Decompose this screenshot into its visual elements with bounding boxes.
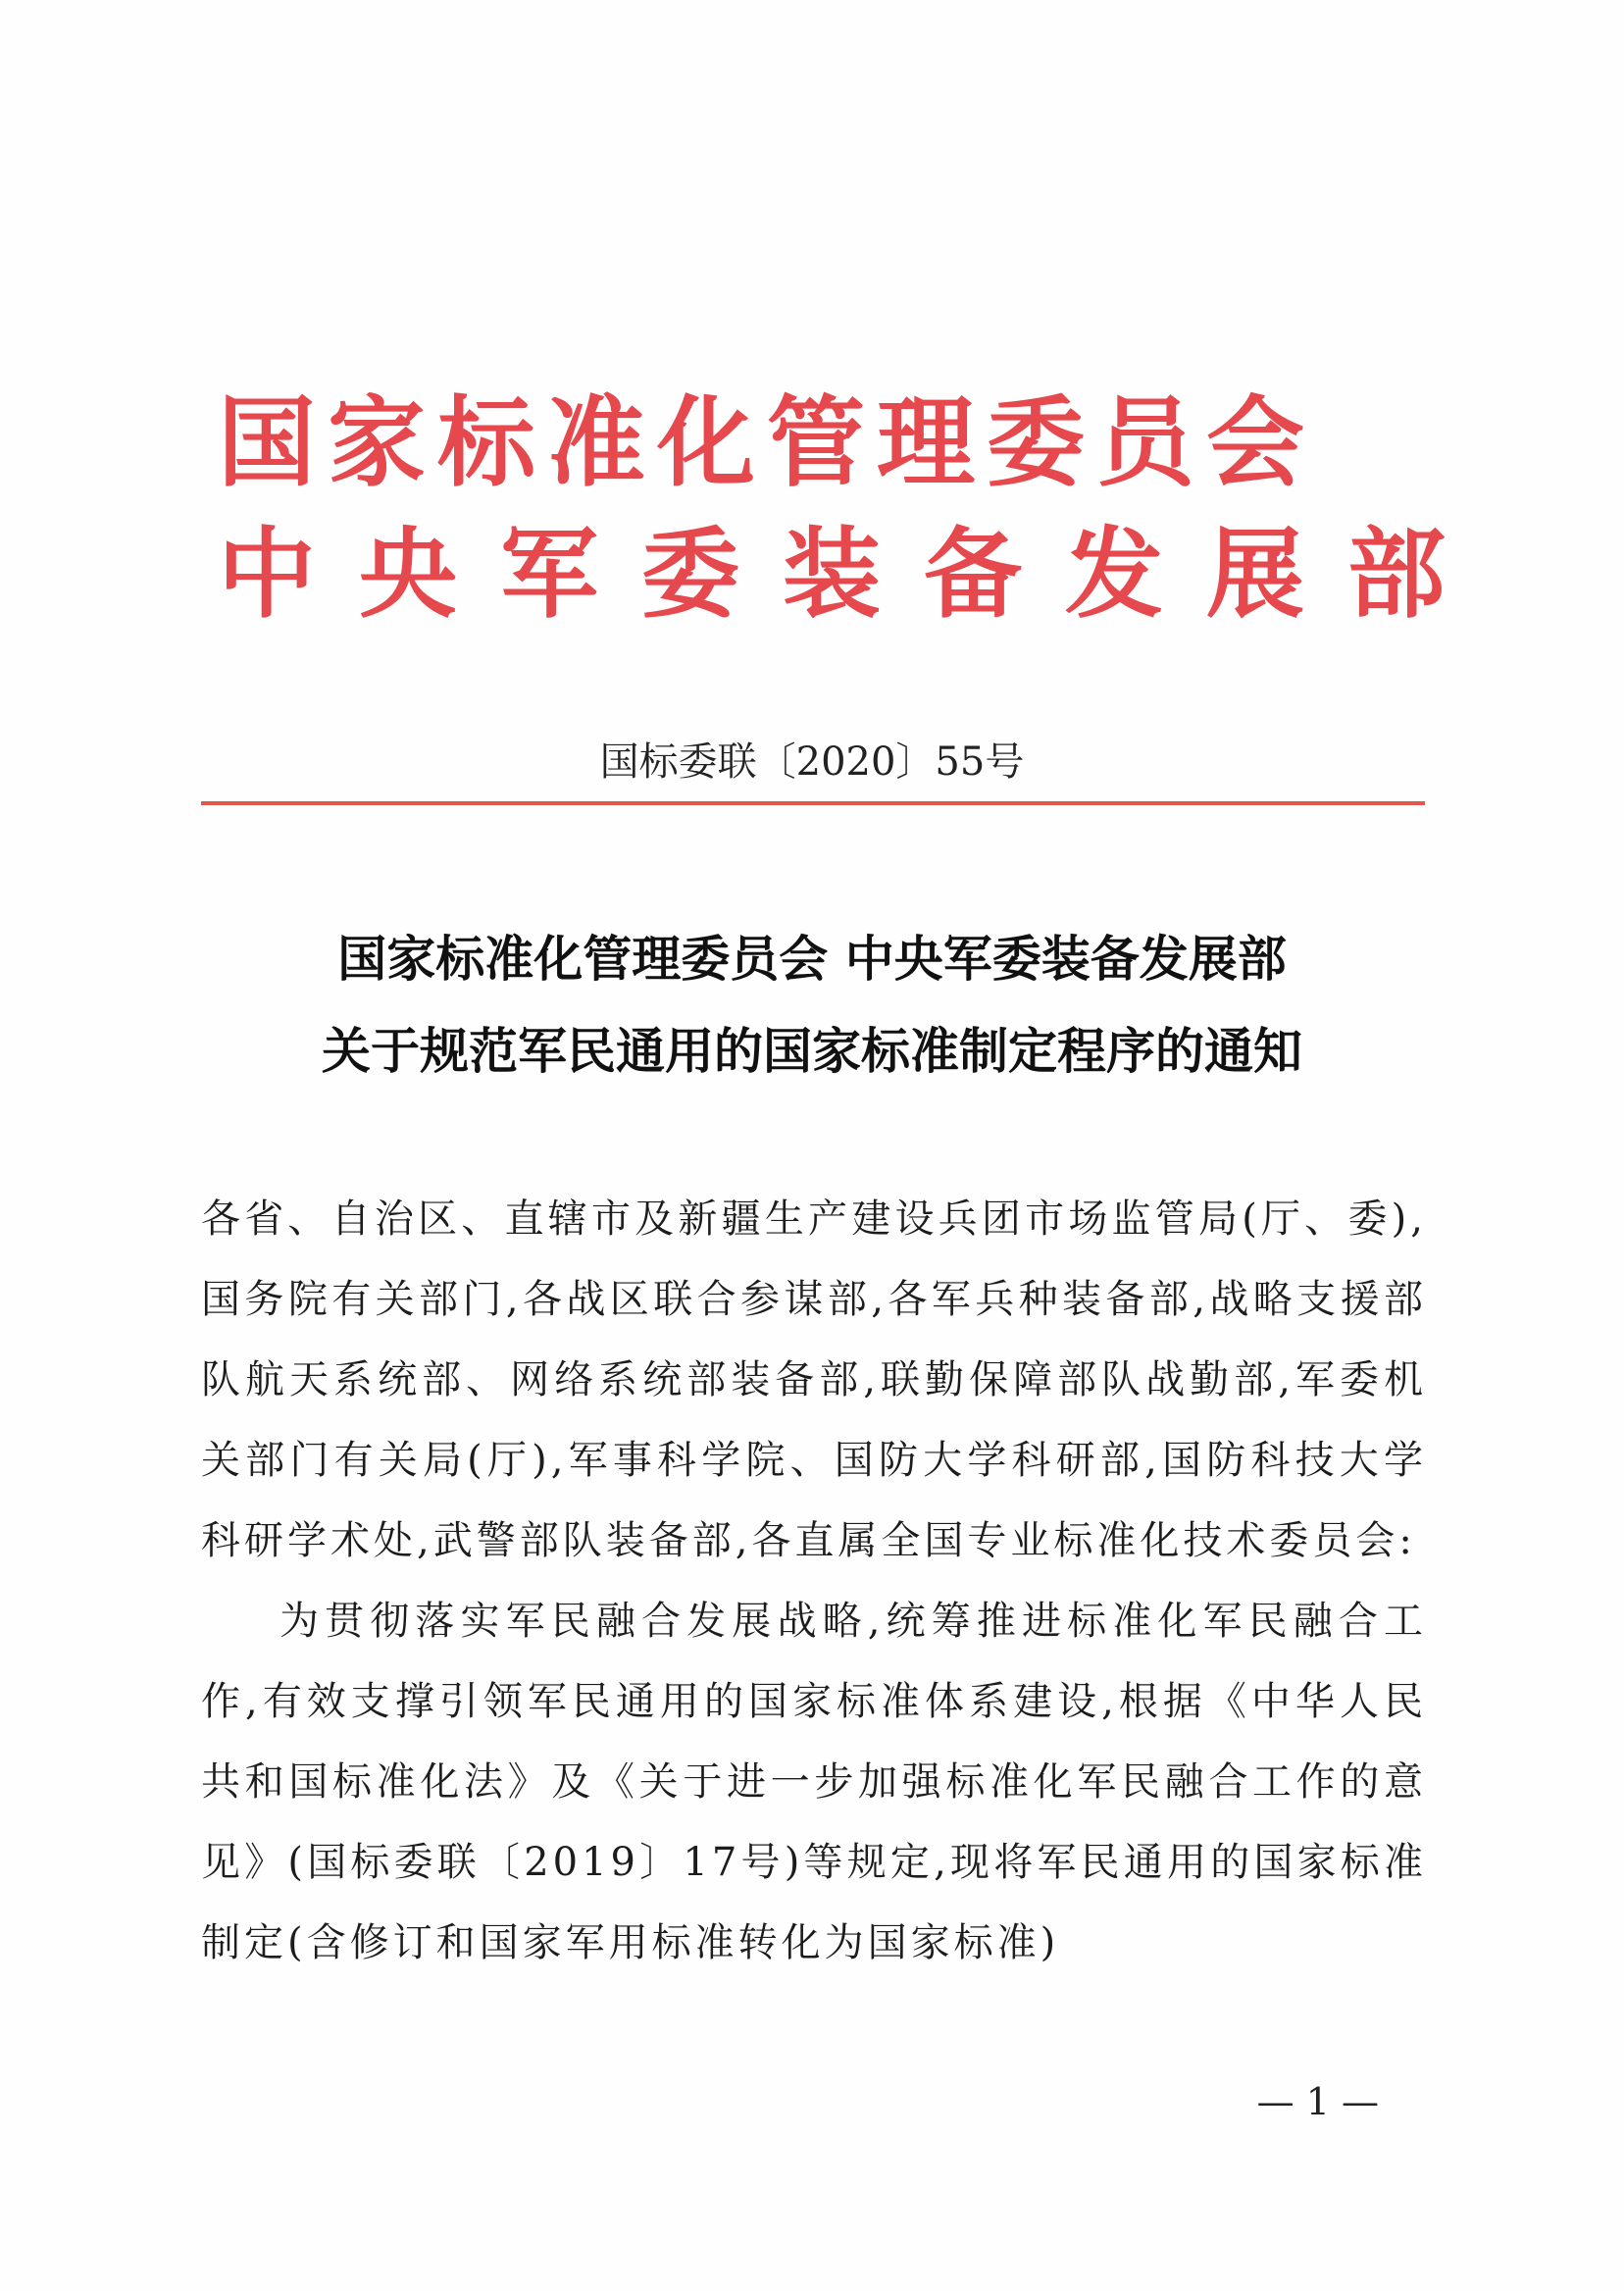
red-divider-line xyxy=(201,801,1425,805)
letterhead-line-2: 中央军委装备发展部 xyxy=(218,517,1489,632)
addressees-paragraph: 各省、自治区、直辖市及新疆生产建设兵团市场监管局(厅、委),国务院有关部门,各战区联合参谋部,各军兵种装备部,战略支援部队航天系统部、网络系统部装备部,联勤保障部队战勤部,军委机关部门有关局(厅),军事科学院、国防大学科研部,国防科技大学科研学术处,武警部队装备部,各直属全国专业标准化技术委员会: xyxy=(201,1196,1427,1563)
document-body xyxy=(201,1179,1427,1983)
letterhead-line-1: 国家标准化管理委员会 xyxy=(218,385,1316,500)
notice-title-line-1: 国家标准化管理委员会 中央军委装备发展部 xyxy=(337,931,1287,988)
body-paragraph-1: 为贯彻落实军民融合发展战略,统筹推进标准化军民融合工作,有效支撑引领军民通用的国家标准体系建设,根据《中华人民共和国标准化法》及《关于进一步加强标准化军民融合工作的意见》(国标委联〔2019〕17号)等规定,现将军民通用的国家标准制定(含修订和国家军用标准转化为国家标准) xyxy=(201,1599,1427,1965)
document-number: 国标委联〔2020〕55号 xyxy=(599,739,1025,785)
notice-title-line-2: 关于规范军民通用的国家标准制定程序的通知 xyxy=(322,1023,1302,1080)
page-number: — 1 — xyxy=(1256,2080,1379,2123)
